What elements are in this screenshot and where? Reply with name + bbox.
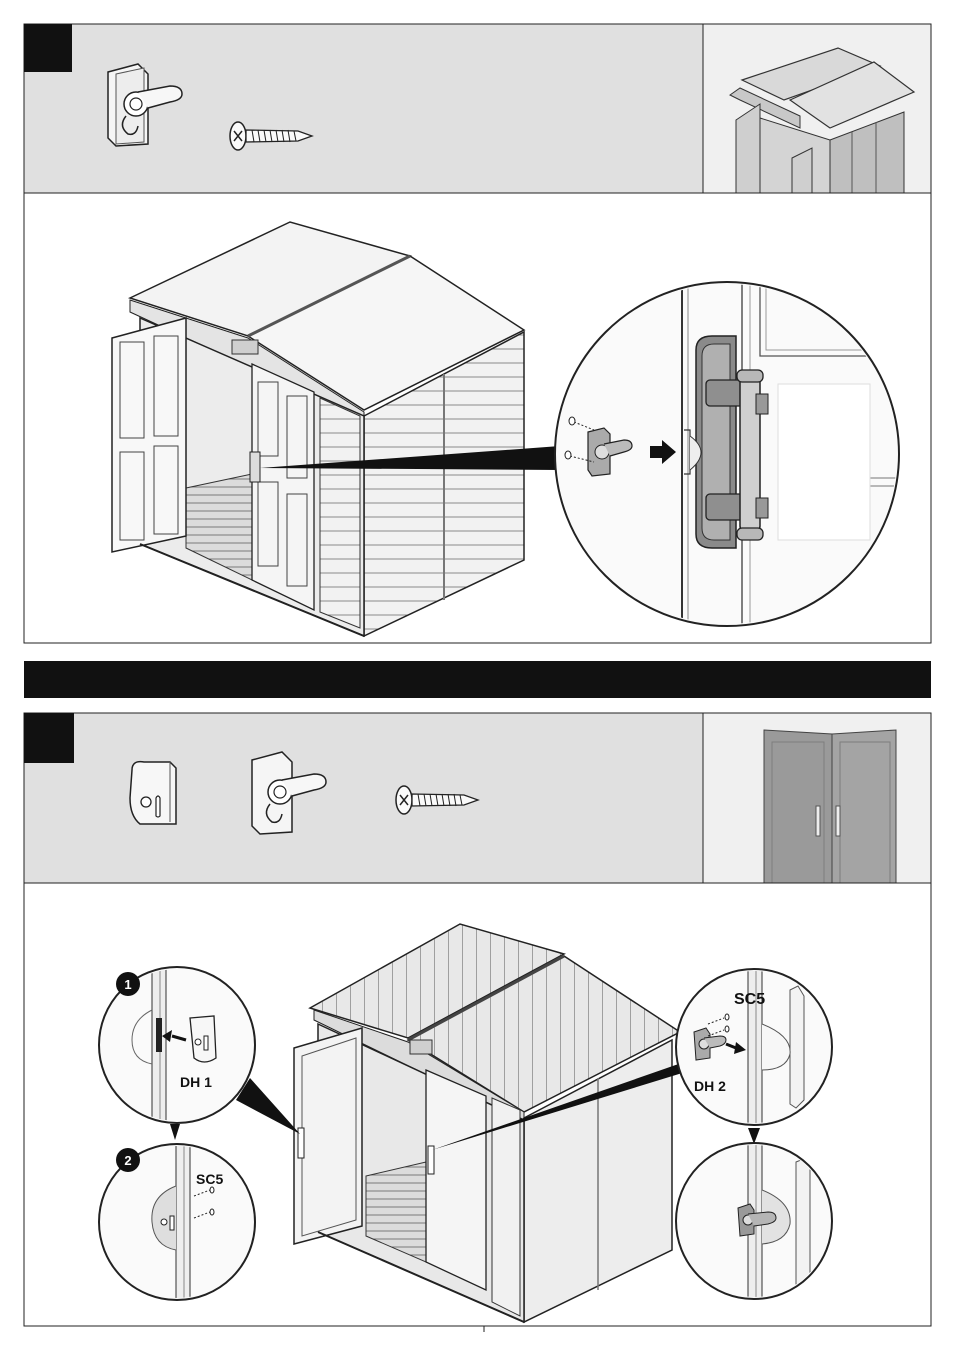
callout-2-number: 2	[124, 1153, 132, 1168]
step-number-box	[24, 24, 72, 72]
section-divider-bar	[24, 661, 931, 698]
callout-1-label: DH 1	[180, 1074, 212, 1090]
step-bottom	[24, 713, 931, 1326]
callout-right-screw-label: SC5	[734, 991, 766, 1008]
callout-1-number: 1	[124, 977, 132, 992]
callout-2-label: SC5	[196, 1171, 224, 1187]
callout-right-part-label: DH 2	[694, 1078, 726, 1094]
parts-header-panel-2	[24, 713, 703, 883]
door-bracket-icon	[130, 762, 176, 824]
step-number-box-2	[24, 713, 74, 763]
step-top	[24, 24, 931, 643]
